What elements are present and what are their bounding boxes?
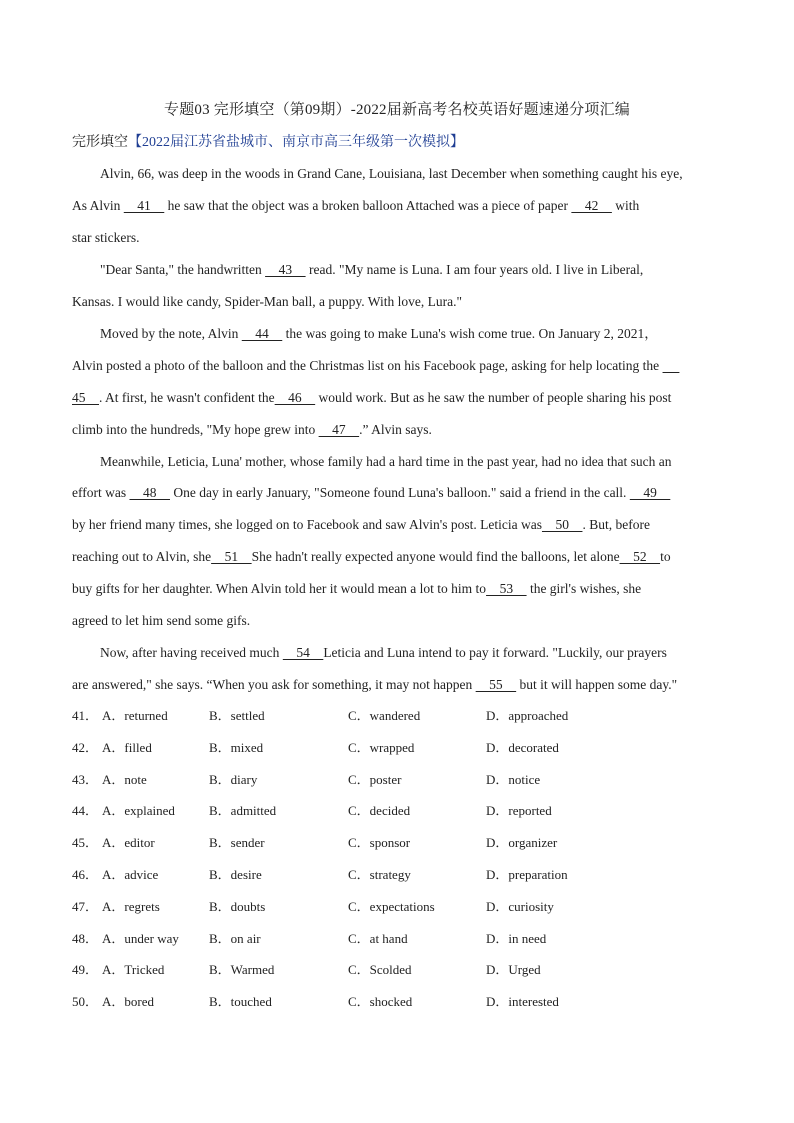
passage-line [72,421,432,439]
option-d: D．approached [486,708,569,723]
option-a: A．filled [102,739,152,755]
passage-line [72,612,250,630]
passage-text: to [660,549,671,564]
option-a: A．bored [102,994,154,1010]
answer-blank: 47 [318,422,360,437]
option-d: D．decorated [486,739,559,755]
question-row [72,739,772,757]
option-d: D．in need [486,930,547,946]
answer-blank: 49 [629,485,671,500]
passage-line [72,197,639,215]
option-a: A．note [102,771,147,787]
passage-text: the girl's wishes, she [526,581,642,596]
question-row [72,898,772,916]
answer-blank: 45 [72,390,99,405]
answer-blank: 50 [541,517,583,532]
answer-blank: 46 [274,390,316,405]
passage-text: but it will happen some day." [516,677,678,692]
passage-line [72,229,139,247]
passage-line [72,484,670,502]
answer-blank: 42 [571,198,612,213]
passage-text: effort was [72,485,130,500]
answer-blank: 48 [129,485,170,500]
question-row [72,961,772,979]
passage-line [72,293,462,311]
option-c: C．strategy [348,867,411,882]
option-d: D．organizer [486,835,558,851]
passage-text: As Alvin [72,198,124,213]
question-row [72,993,772,1011]
question-row [72,834,772,852]
answer-blank: 53 [486,581,527,596]
passage-line [72,580,641,598]
passage-text: Leticia and Luna intend to pay it forward. "Luckily, our prayers [323,645,667,660]
passage-text: Kansas. I would like candy, Spider-Man ball, a puppy. With love, Lura." [72,294,462,309]
passage-text: reaching out to Alvin, she [72,549,212,564]
option-a: A．Tricked [102,962,165,978]
option-c: C．expectations [348,898,435,914]
option-c: C．shocked [348,994,413,1010]
source-label: 【2022届江苏省盐城市、南京市高三年级第一次模拟】 [128,135,464,150]
option-a: A．explained [102,803,175,819]
passage-line [72,357,679,375]
passage-text: Now, after having received much [100,645,283,660]
document-title: 专题03 完形填空（第09期）-2022届新高考名校英语好题速递分项汇编 [164,102,630,118]
passage-text: . But, before [582,517,650,532]
passage-text: with [611,198,640,213]
option-a: A．returned [102,708,168,723]
passage-text: star stickers. [72,230,140,245]
question-number: 42． [72,739,99,755]
answer-blank: 43 [265,262,306,277]
option-b: B．admitted [209,803,277,819]
question-number: 50． [72,994,99,1010]
answer-blank [663,357,680,375]
passage-text: are answered," she says. “When you ask for something, it may not happen [72,677,476,692]
answer-blank: 41 [123,198,165,213]
option-b: B．diary [209,771,258,787]
question-row [72,802,772,820]
passage-line [100,325,658,343]
passage-line [100,261,643,279]
question-number: 43． [72,771,99,787]
option-b: B．settled [209,708,265,723]
answer-blank: 52 [619,549,661,564]
option-c: C．sponsor [348,835,411,851]
option-b: B．sender [209,835,265,851]
passage-text: by her friend many times, she logged on to Facebook and saw Alvin's post. Leticia was [72,517,542,532]
question-row [72,707,772,725]
question-row [72,866,772,884]
answer-blank: 55 [475,677,517,692]
passage-text: read. "My name is Luna. I am four years old. I live in Liberal, [305,262,644,277]
question-number: 44． [72,803,99,819]
passage-text: Alvin, 66, was deep in the woods in Grand Cane, Louisiana, last December when something caught his eye, [100,166,683,181]
option-d: D．Urged [486,962,541,978]
passage-text: buy gifts for her daughter. When Alvin told her it would mean a lot to him to [72,581,487,596]
question-number: 49． [72,962,99,978]
passage-line [72,676,677,694]
question-row [72,930,772,948]
option-a: A．advice [102,867,159,882]
section-heading [72,131,464,151]
passage-text: Meanwhile, Leticia, Luna' mother, whose family had a hard time in the past year, had no idea that such an [100,454,672,469]
option-a: A．editor [102,835,155,851]
question-number: 45． [72,835,99,851]
option-d: D．notice [486,771,541,787]
option-c: C．decided [348,803,411,819]
option-d: D．preparation [486,867,568,882]
passage-text: One day in early January, "Someone found Luna's balloon." said a friend in the call. [169,485,630,500]
option-b: B．Warmed [209,962,275,978]
question-row [72,771,772,789]
passage-line [100,644,667,662]
passage-text: the was going to make Luna's wish come true. On January 2, 2021， [282,326,658,341]
passage-text: "Dear Santa," the handwritten [100,262,266,277]
passage-text: Moved by the note, Alvin [100,326,242,341]
passage-text: he saw that the object was a broken balloon Attached was a piece of paper [164,198,572,213]
option-c: C．wrapped [348,739,415,755]
option-c: C．at hand [348,930,408,946]
option-b: B．touched [209,994,272,1010]
answer-blank: 54 [282,645,324,660]
question-number: 47． [72,898,99,914]
passage-text: Alvin posted a photo of the balloon and the Christmas list on his Facebook page, asking for help locating the [72,358,663,373]
question-number: 48． [72,930,99,946]
option-b: B．mixed [209,739,264,755]
answer-blank: 51 [211,549,252,564]
option-a: A．regrets [102,898,160,914]
passage-line [72,389,671,407]
passage-text: She hadn't really expected anyone would find the balloons, let alone [251,549,620,564]
passage-text: agreed to let him send some gifs. [72,613,251,628]
passage-line [100,453,672,471]
option-c: C．poster [348,771,402,787]
section-label: 完形填空 [72,135,128,150]
option-b: B．desire [209,867,262,882]
option-b: B．on air [209,930,261,946]
question-number: 41． [72,708,99,723]
passage-line [72,516,650,534]
option-b: B．doubts [209,898,266,914]
passage-text: would work. But as he saw the number of people sharing his post [315,390,672,405]
option-d: D．interested [486,994,559,1010]
question-number: 46． [72,867,99,882]
option-d: D．reported [486,803,552,819]
option-a: A．under way [102,930,179,946]
passage-text: . At first, he wasn't confident the [99,390,275,405]
option-d: D．curiosity [486,898,554,914]
answer-blank: 44 [241,326,283,341]
passage-line [100,165,683,183]
passage-text: climb into the hundreds, "My hope grew into [72,422,319,437]
option-c: C．wandered [348,708,421,723]
passage-text: .” Alvin says. [359,422,432,437]
passage-line [72,548,671,566]
option-c: C．Scolded [348,962,412,978]
